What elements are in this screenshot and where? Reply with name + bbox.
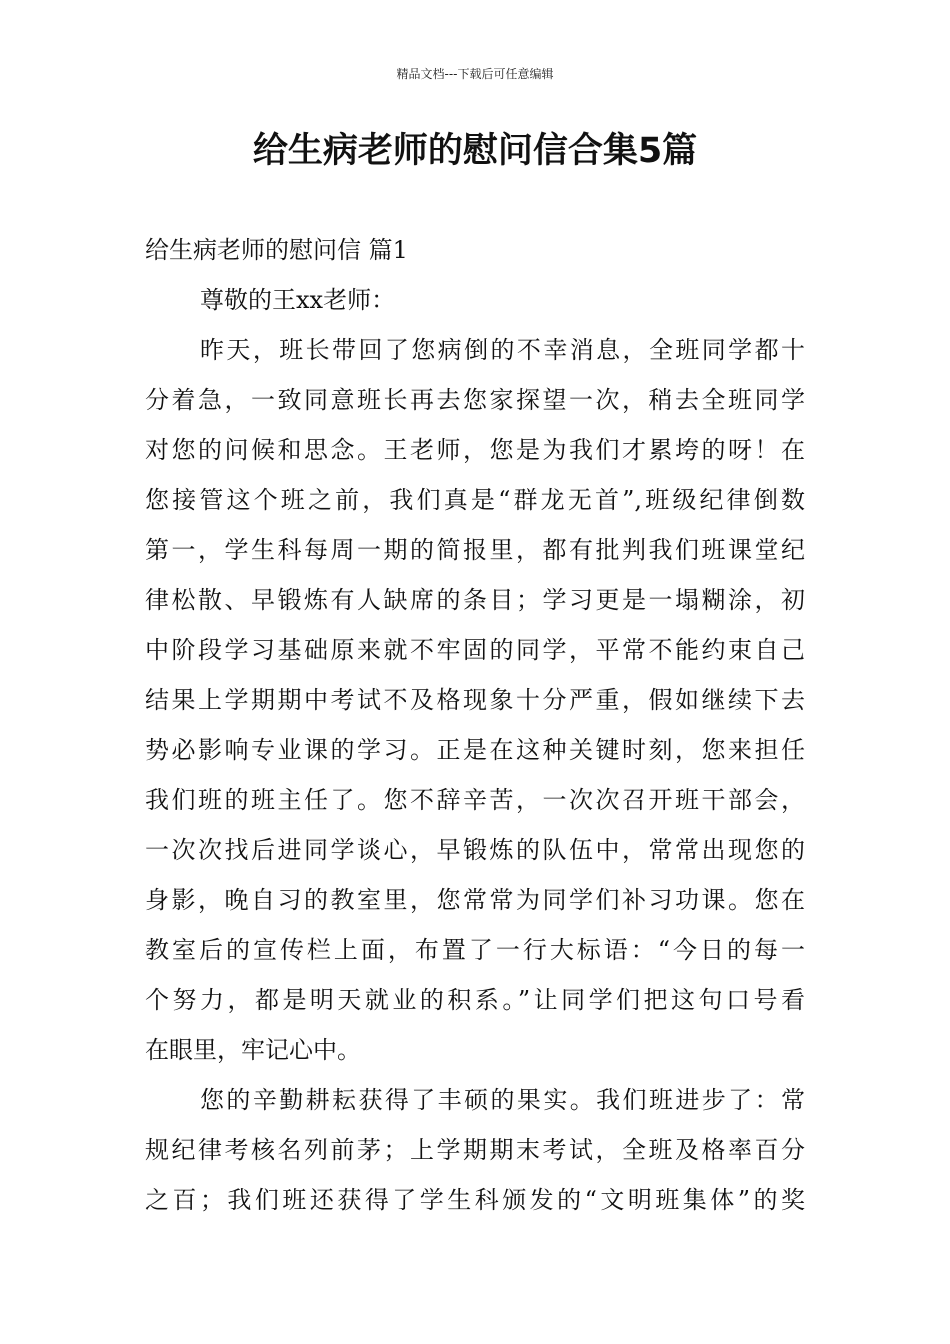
section-heading: 给生病老师的慰问信 篇1 <box>145 236 408 264</box>
salutation: 尊敬的王xx老师： <box>200 286 396 314</box>
paragraph-line: 您接管这个班之前，我们真是“群龙无首”,班级纪律倒数 <box>145 486 805 514</box>
paragraph-line: 之百；我们班还获得了学生科颁发的“文明班集体”的奖 <box>145 1186 805 1214</box>
paragraph-line: 势必影响专业课的学习。正是在这种关键时刻，您来担任 <box>145 736 805 764</box>
paragraph-line: 昨天，班长带回了您病倒的不幸消息，全班同学都十 <box>200 336 805 364</box>
paragraph-line: 教室后的宣传栏上面，布置了一行大标语：“今日的每一 <box>145 936 805 964</box>
paragraph-line: 在眼里，牢记心中。 <box>145 1036 361 1064</box>
paragraph-line: 一次次找后进同学谈心，早锻炼的队伍中，常常出现您的 <box>145 836 805 864</box>
document-title: 给生病老师的慰问信合集5篇 <box>252 131 698 171</box>
paragraph-line: 分着急，一致同意班长再去您家探望一次，稍去全班同学 <box>145 386 805 414</box>
paragraph-line: 对您的问候和思念。王老师，您是为我们才累垮的呀！在 <box>145 436 805 464</box>
paragraph-line: 个努力，都是明天就业的积系。”让同学们把这句口号看 <box>145 986 805 1014</box>
paragraph-line: 中阶段学习基础原来就不牢固的同学，平常不能约束自己 <box>145 636 805 664</box>
paragraph-line: 第一，学生科每周一期的简报里，都有批判我们班课堂纪 <box>145 536 805 564</box>
paragraph-line: 我们班的班主任了。您不辞辛苦，一次次召开班干部会， <box>145 786 805 814</box>
paragraph-line: 律松散、早锻炼有人缺席的条目；学习更是一塌糊涂，初 <box>145 586 805 614</box>
paragraph-line: 结果上学期期中考试不及格现象十分严重，假如继续下去 <box>145 686 805 714</box>
paragraph-line: 您的辛勤耕耘获得了丰硕的果实。我们班进步了：常 <box>200 1086 805 1114</box>
paragraph-line: 规纪律考核名列前茅；上学期期末考试，全班及格率百分 <box>145 1136 805 1164</box>
paragraph-line: 身影，晚自习的教室里，您常常为同学们补习功课。您在 <box>145 886 805 914</box>
header-note: 精品文档---下载后可任意编辑 <box>396 67 554 81</box>
